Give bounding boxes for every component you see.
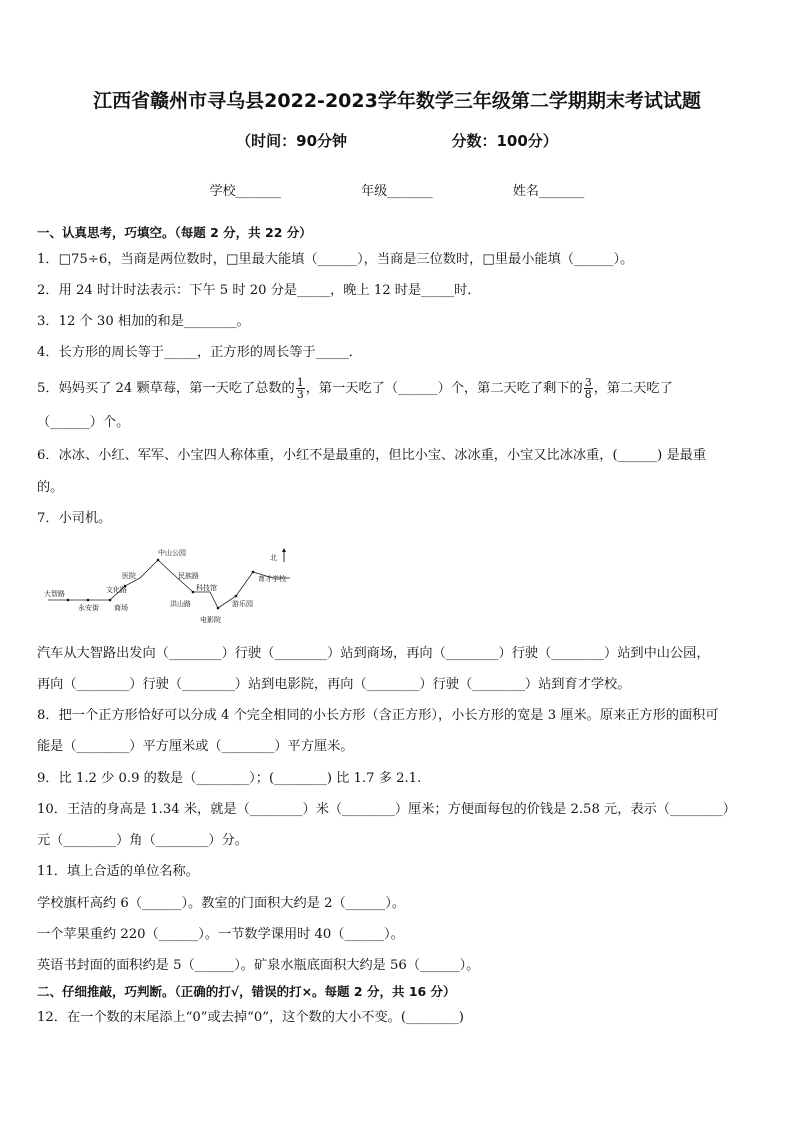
question-11-a: 学校旗杆高约 6（______）。教室的门面积大约是 2（______）。 <box>37 896 406 911</box>
question-7-line-b: 再向（________）行驶（________）站到电影院，再向（________）行驶（________）站到育才学校。 <box>37 677 631 692</box>
stop-shangchang: 商场 <box>114 604 128 612</box>
fraction-three-eighths <box>584 377 593 400</box>
stop-yucai: 育才学校 <box>258 575 286 583</box>
stop-dot <box>252 571 255 574</box>
question-11: 11．填上合适的单位名称。 <box>37 864 199 879</box>
exam-time-score: （时间：90分钟 分数：100分） <box>236 132 558 150</box>
north-arrowhead-icon <box>282 548 286 552</box>
stop-dot <box>235 595 238 598</box>
fraction-numerator: 1 <box>296 376 304 389</box>
route-line <box>48 560 290 608</box>
stop-wenhua: 文化路 <box>106 586 127 594</box>
question-5 <box>37 371 754 407</box>
stop-youleyuan: 游乐园 <box>232 600 253 608</box>
stop-dot <box>109 599 112 602</box>
grade-field[interactable]: 年级_______ <box>361 184 433 199</box>
question-8-continued: 能是（________）平方厘米或（________）平方厘米。 <box>37 739 354 754</box>
question-8: 8．把一个正方形恰好可以分成 4 个完全相同的小长方形（含正方形），小长方形的宽是 3 厘米。原来正方形的面积可 <box>37 708 719 723</box>
question-5-text-c: ，第二天吃了 <box>593 381 673 396</box>
question-9: 9．比 1.2 少 0.9 的数是（________）；(________) 比 1.7 多 2.1. <box>37 771 422 786</box>
stop-zhongshan: 中山公园 <box>158 549 186 557</box>
stop-dot <box>67 599 70 602</box>
route-map <box>40 548 310 628</box>
question-7-line-a: 汽车从大智路出发向（________）行驶（________）站到商场，再向（________）行驶（________）站到中山公园， <box>37 646 710 661</box>
stop-dot <box>217 607 220 610</box>
stop-yiyuan: 医院 <box>122 572 136 580</box>
question-4: 4．长方形的周长等于_____，正方形的周长等于_____． <box>37 345 362 360</box>
student-info-fields <box>0 180 794 199</box>
name-field[interactable]: 姓名_______ <box>512 184 585 199</box>
school-field[interactable]: 学校_______ <box>209 184 282 199</box>
stop-dot <box>87 599 90 602</box>
section-2-heading: 二、仔细推敲，巧判断。（正确的打√，错误的打×。每题 2 分，共 16 分） <box>37 984 456 999</box>
fraction-denominator: 8 <box>584 388 592 401</box>
page-title: 江西省赣州市寻乌县2022-2023学年数学三年级第二学期期末考试试题 <box>93 90 701 112</box>
question-11-b: 一个苹果重约 220（______）。一节数学课用时 40（______）。 <box>37 927 404 942</box>
fraction-numerator: 3 <box>584 376 592 389</box>
question-10: 10．王洁的身高是 1.34 米，就是（________）米（________）厘米；方便面每包的价钱是 2.58 元，表示（________） <box>37 802 736 817</box>
section-1-heading: 一、认真思考，巧填空。（每题 2 分，共 22 分） <box>37 225 312 240</box>
stop-dot <box>157 559 160 562</box>
stop-dazhi: 大智路 <box>44 590 65 598</box>
question-12: 12．在一个数的末尾添上“0”或去掉“0”，这个数的大小不变。(________) <box>37 1010 464 1025</box>
question-10-continued: 元（________）角（________）分。 <box>37 833 248 848</box>
question-3: 3．12 个 30 相加的和是________。 <box>37 314 250 329</box>
stop-dot <box>192 591 195 594</box>
stop-minzu: 民族路 <box>178 572 199 580</box>
stop-yongan: 永安街 <box>78 604 99 612</box>
fraction-one-third <box>296 377 305 400</box>
question-7: 7．小司机。 <box>37 511 112 526</box>
question-1: 1．□75÷6，当商是两位数时，□里最大能填（______），当商是三位数时，□里最小能填（______）。 <box>37 252 634 267</box>
stop-hongshan: 洪山路 <box>170 600 191 608</box>
question-6-continued: 的。 <box>37 480 64 495</box>
question-2: 2．用 24 时计时法表示：下午 5 时 20 分是_____，晚上 12 时是_____时． <box>37 283 481 298</box>
fraction-denominator: 3 <box>296 388 304 401</box>
question-11-c: 英语书封面的面积约是 5（______）。矿泉水瓶底面积大约是 56（______）。 <box>37 958 480 973</box>
question-5-continued: （______）个。 <box>37 415 130 430</box>
question-6: 6．冰冰、小红、军军、小宝四人称体重，小红不是最重的，但比小宝、冰冰重，小宝又比冰冰重，(______) 是最重 <box>37 448 707 463</box>
stop-dianyingyuan: 电影院 <box>200 616 221 624</box>
question-5-text-a: 5．妈妈买了 24 颗草莓，第一天吃了总数的 <box>37 381 295 396</box>
stop-kejiguan: 科技馆 <box>196 584 217 592</box>
route-stops <box>67 559 255 610</box>
question-5-text-b: ，第一天吃了（______）个，第二天吃了剩下的 <box>305 381 583 396</box>
north-label: 北 <box>270 554 277 562</box>
